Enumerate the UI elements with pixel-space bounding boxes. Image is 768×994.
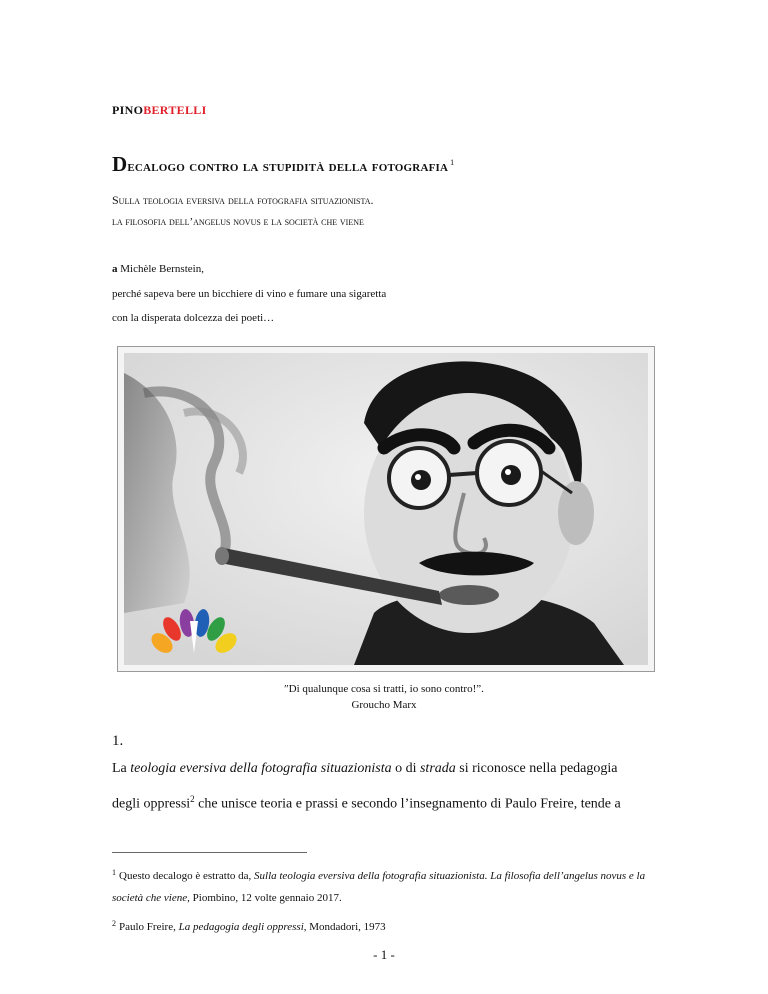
photo-illustration [124,353,648,665]
photo-caption-attribution: Groucho Marx [351,699,417,711]
body-text: o di [391,761,420,776]
dedication-line-1 [112,263,204,275]
footnote-text: , Mondadori, 1973 [303,921,386,933]
footnote-mark: 2 [112,919,116,928]
dedication-line-2: perché sapeva bere un bicchiere di vino e fumare una sigaretta [112,288,387,300]
subtitle-line-1: Sulla teologia eversiva della fotografia situazionista. [112,193,374,207]
photo-caption-quote: ″Di qualunque cosa si tratti, io sono contro!”. [284,683,484,695]
groucho-marx-photo [124,353,648,665]
footnote-mark: 1 [112,868,116,877]
author-first-name: PINO [112,103,144,117]
footnote-2 [112,913,657,938]
footnote-text: Paulo Freire, [119,921,179,933]
footnote-italic-text: La pedagogia degli oppressi [178,921,304,933]
footnote-1 [112,862,657,909]
footnote-text: Questo decalogo è estratto da, [119,870,255,882]
photo-frame [117,346,655,672]
body-line-2 [112,794,657,813]
footnote-italic-text: Sulla teologia eversiva della fotografia situazionista. La filosofia dell’angelus novus e la società che viene [112,870,646,904]
dedication-prefix: a [112,263,118,275]
author-last-name: BERTELLI [143,103,207,117]
body-italic-text: teologia eversiva della fotografia situazionista [130,761,392,776]
title-initial: D [112,152,128,176]
section-number: 1. [112,733,124,749]
footnote-text: , Piombino, 12 volte gennaio 2017. [187,892,342,904]
dedication-line-3: con la disperata dolcezza dei poeti… [112,312,275,324]
footnote-separator [112,852,307,853]
subtitle-line-2: la filosofia dell’angelus novus e la società che viene [112,216,364,228]
body-line-1 [112,761,657,777]
body-text: La [112,761,131,776]
body-italic-text: strada [419,761,456,776]
footnote-ref-2[interactable]: 2 [190,794,195,804]
title-footnote-mark[interactable]: 1 [450,158,455,167]
author-name [112,103,207,118]
document-title [112,152,454,177]
body-text: degli oppressi [112,796,191,812]
page-number: - 1 - [373,947,395,962]
dedication-name: Michèle Bernstein, [120,263,204,275]
body-text: che unisce teoria e prassi e secondo l’insegnamento di Paulo Freire, tende a [194,796,621,812]
body-text: si riconosce nella pedagogia [455,761,618,776]
title-text: ecalogo contro la stupidità della fotografia [127,158,449,175]
